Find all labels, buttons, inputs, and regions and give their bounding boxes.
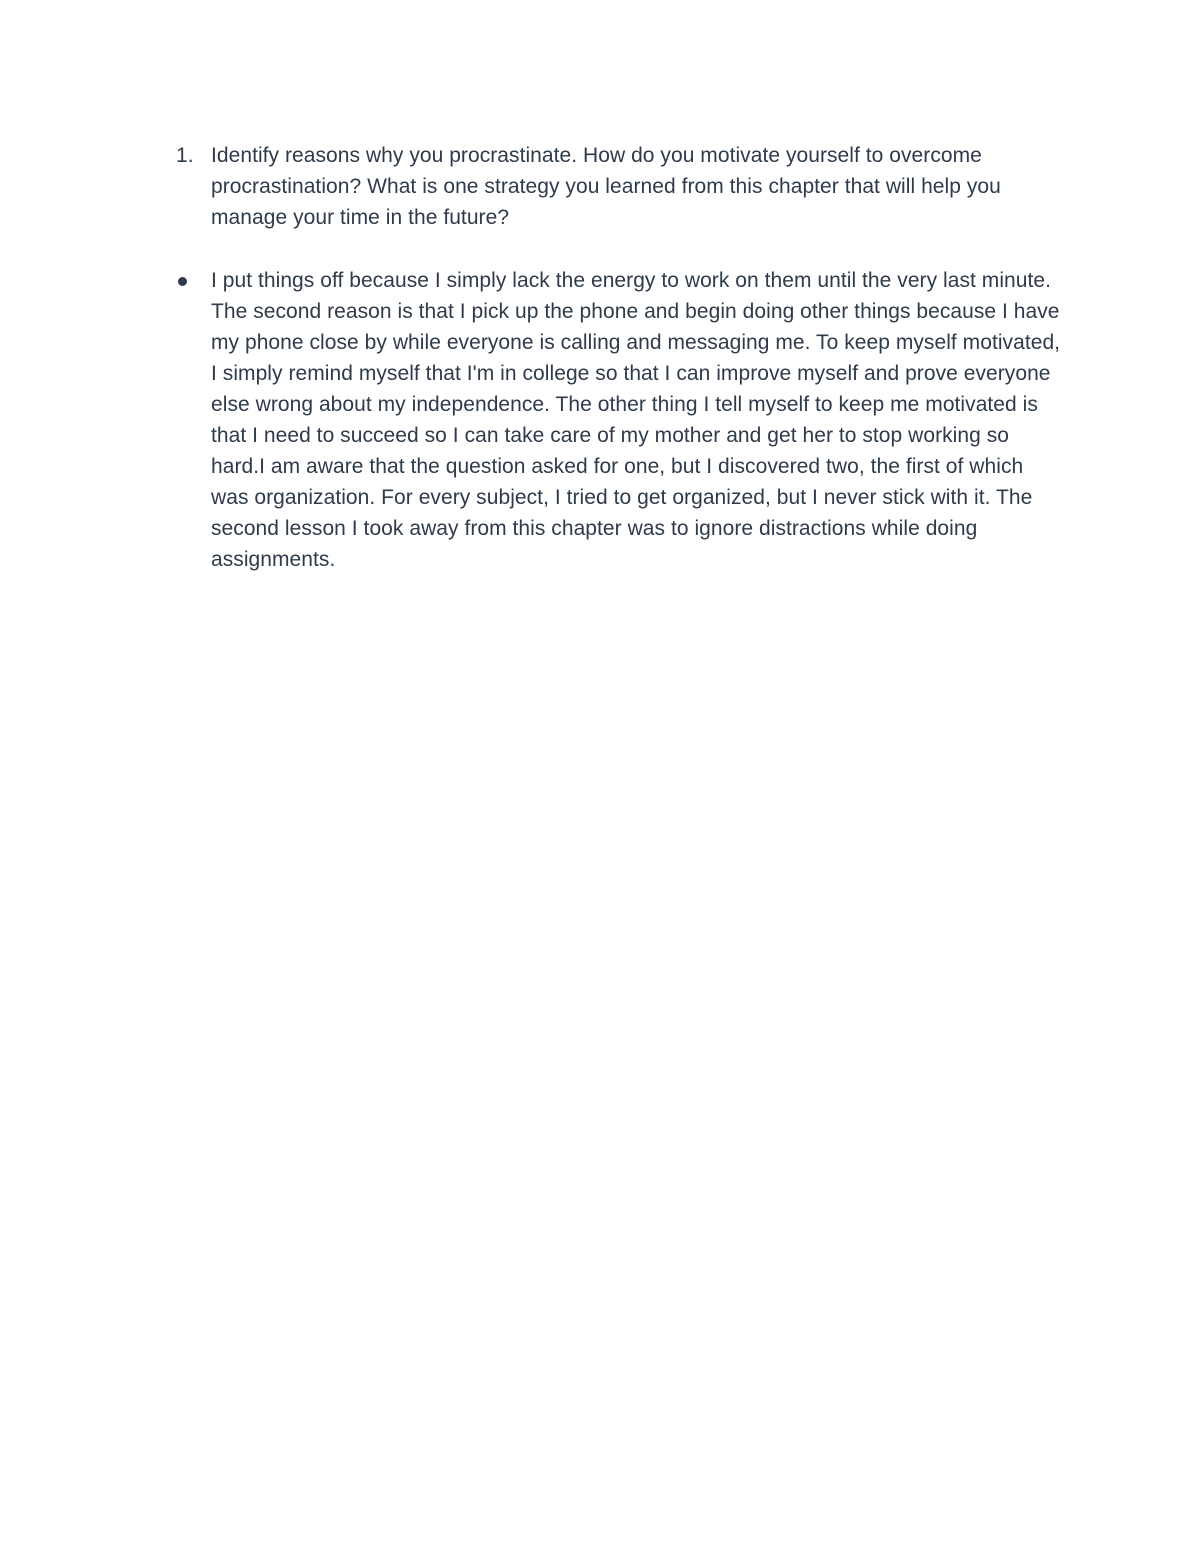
answer-text: I put things off because I simply lack the energy to work on them until the very last minute. The second reason is that I pick up the phone and begin doing other things because I have my phone close by while everyone is calling and messaging me. To keep myself motivated, I simply remind myself that I'm in college so that I can improve myself and prove everyone else wrong about my independence. The other thing I tell myself to keep me motivated is that I need to succeed so I can take care of my mother and get her to stop working so hard.I am aware that the question asked for one, but I discovered two, the first of which was organization. For every subject, I tried to get organized, but I never stick with it. The second lesson I took away from this chapter was to ignore distractions while doing assignments. [211, 269, 1061, 571]
question-text: Identify reasons why you procrastinate. How do you motivate yourself to overcome procrastination? What is one strategy you learned from this chapter that will help you manage your time in the future? [211, 144, 1001, 229]
list-number: 1. [176, 144, 194, 167]
bullet-icon [178, 277, 187, 286]
